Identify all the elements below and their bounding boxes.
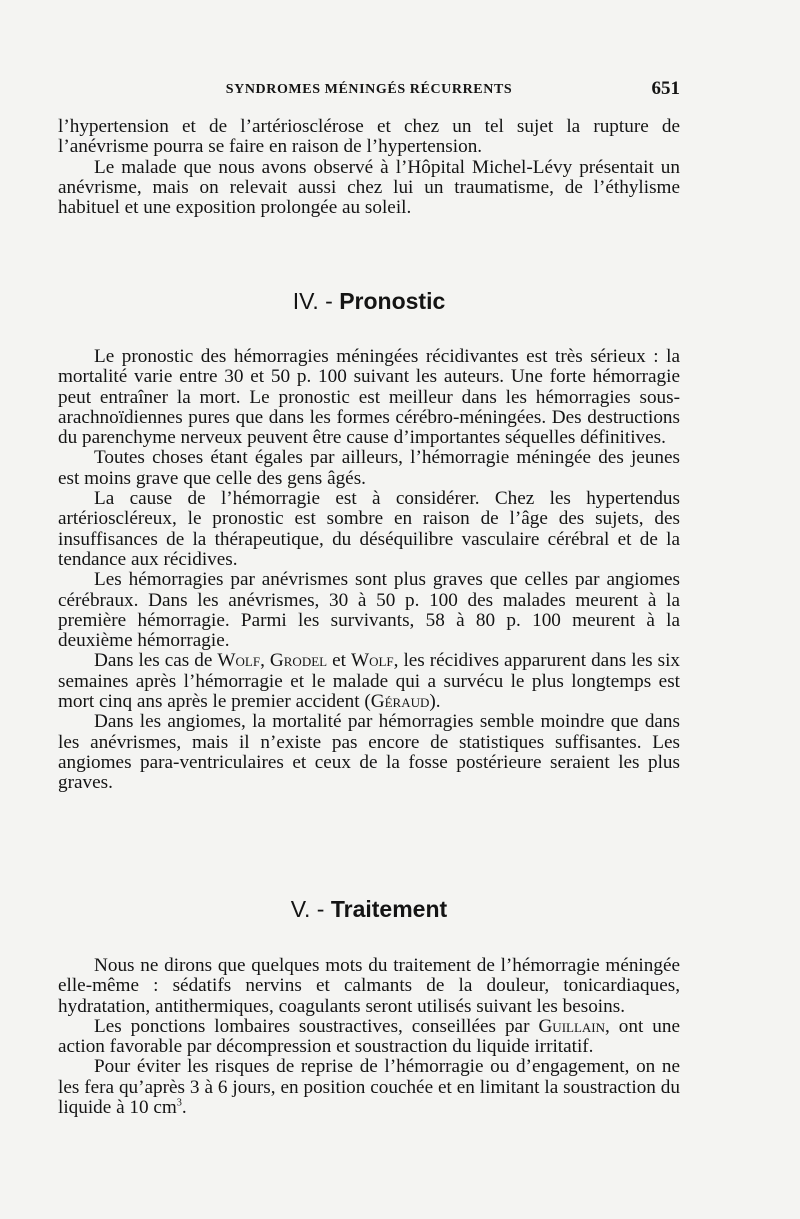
text-run: Pour éviter les risques de reprise de l’hémorragie ou d’engagement, on ne les fera qu’après 3 à 6 jours, en position couchée et en limitant la soustraction du liquide à 10 cm xyxy=(58,1056,680,1119)
author-name: Guillain xyxy=(538,1015,606,1037)
section-number: IV. - xyxy=(292,288,333,314)
text-run: . xyxy=(181,1097,187,1119)
author-name: Wolf xyxy=(217,650,261,672)
text-run: Dans les cas de xyxy=(94,650,218,672)
traitement-paragraph-1: Nous ne dirons que quelques mots du traitement de l’hémorragie méningée elle-même : sédatifs nervins et calmants de la douleur, tonicardiaques, hydratation, antithermiques, coagulants seront utilisés suivant les besoins. xyxy=(58,955,680,1017)
pronostic-paragraph-5 xyxy=(58,651,680,712)
running-title: SYNDROMES MÉNINGÉS RÉCURRENTS xyxy=(225,82,513,97)
author-name: Wolf xyxy=(350,650,394,672)
pronostic-paragraph-1: Le pronostic des hémorragies méningées récidivantes est très sérieux : la mortalité varie entre 30 et 50 p. 100 suivant les auteurs. Une forte hémorragie peut entraîner la mort. Le pronostic est meilleur dans les hémorragies sous-arachnoïdiennes pures que dans les formes cérébro-méningées. Des destructions du parenchyme nerveux peuvent être cause d’importantes séquelles définitives. xyxy=(58,346,680,449)
section-title: Pronostic xyxy=(339,288,446,314)
pronostic-text xyxy=(58,347,680,794)
traitement-paragraph-3 xyxy=(58,1057,680,1118)
text-run: , les récidives apparurent dans les six semaines après l’hémorragie et le malade qui a survécu le plus longtemps est mort cinq ans après le premier accident ( xyxy=(58,650,680,713)
text-run: Les ponctions lombaires soustractives, conseillées par xyxy=(94,1015,539,1037)
running-head xyxy=(58,78,680,104)
text-run: et xyxy=(327,650,351,672)
intro-paragraph-1: l’hypertension et de l’artériosclérose et chez un tel sujet la rupture de l’anévrisme pourra se faire en raison de l’hypertension. xyxy=(58,116,680,158)
intro-paragraph-2: Le malade que nous avons observé à l’Hôpital Michel-Lévy présentait un anévrisme, mais on relevait aussi chez lui un traumatisme, de l’éthylisme habituel et une exposition prolongée au soleil. xyxy=(58,156,680,219)
section-number: V. - xyxy=(290,896,325,922)
section-heading-pronostic xyxy=(58,288,680,315)
superscript: 3 xyxy=(176,1097,182,1109)
section-heading-traitement xyxy=(58,896,680,923)
pronostic-paragraph-6: Dans les angiomes, la mortalité par hémorragies semble moindre que dans les anévrismes, mais il n’existe pas encore de statistiques suffisantes. Les angiomes para-ventriculaires et ceux de la fosse postérieure seraient les plus graves. xyxy=(58,711,680,794)
author-name: Grodel xyxy=(269,650,328,672)
traitement-text xyxy=(58,956,680,1118)
intro-text xyxy=(58,117,680,218)
text-run: ). xyxy=(429,691,441,713)
pronostic-paragraph-4: Les hémorragies par anévrismes sont plus graves que celles par angiomes cérébraux. Dans les anévrismes, 30 à 50 p. 100 des malades meurent à la première hémorragie. Parmi les survivants, 58 à 80 p. 100 meurent à la deuxième hémorragie. xyxy=(58,569,680,652)
pronostic-paragraph-3: La cause de l’hémorragie est à considérer. Chez les hypertendus artérioscléreux, le pronostic est sombre en raison de l’âge des sujets, des insuffisances de la thérapeutique, du déséquilibre vasculaire cérébral et de la tendance aux récidives. xyxy=(58,488,680,570)
author-name: Géraud xyxy=(370,691,430,713)
text-run: , ont une action favorable par décompression et soustraction du liquide irritatif. xyxy=(58,1015,680,1058)
pronostic-paragraph-2: Toutes choses étant égales par ailleurs, l’hémorragie méningée des jeunes est moins grave que celle des gens âgés. xyxy=(58,447,680,489)
page-number: 651 xyxy=(651,78,680,99)
text-run: , xyxy=(260,650,270,672)
section-title: Traitement xyxy=(330,896,448,922)
traitement-paragraph-2 xyxy=(58,1017,680,1058)
